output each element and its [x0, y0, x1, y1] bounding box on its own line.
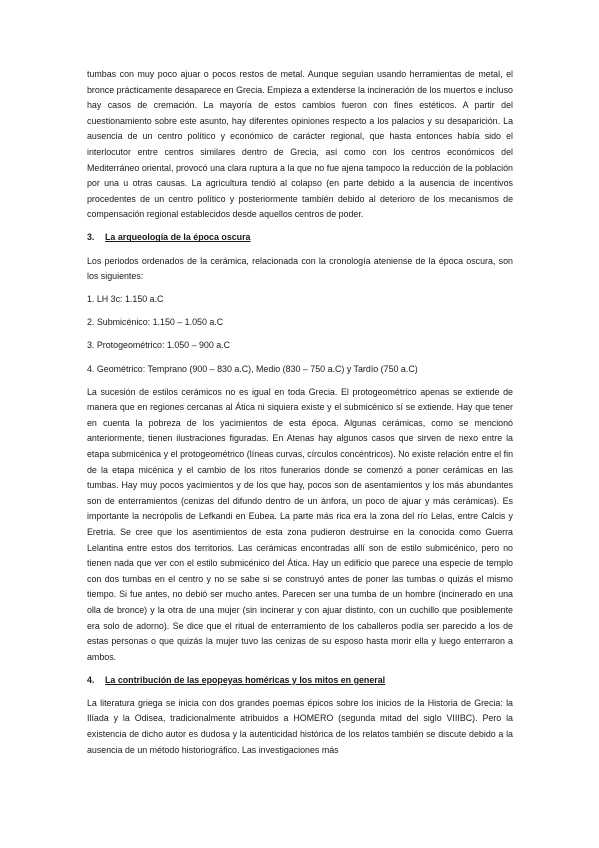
- section-heading-3: [87, 230, 513, 246]
- intro-paragraph: tumbas con muy poco ajuar o pocos restos de metal. Aunque seguían usando herramientas de metal, el bronce prácticamente desaparece en Grecia. Empieza a extenderse la incineración de los muertos e incluso hay casos de cremación. La mayoría de estos cambios fueron con fines estéticos. A partir del cuestionamiento sobre este asunto, hay diferentes opiniones respecto a los palacios y su desaparición. La ausencia de un centro político y económico de carácter regional, que hasta entonces había sido el interlocutor entre centros similares dentro de Grecia, así como con los centros económicos del Mediterráneo oriental, provocó una clara ruptura a la que no fue ajena tampoco la reducción de la población por una u otras causas. La agricultura tendió al colapso (en parte debido a la ausencia de incentivos procedentes de un centro político y posteriormente también debido al deterioro de los mecanismos de compensación regional establecidos desde aquellos centros de poder.: [87, 69, 513, 220]
- period-item: 4. Geométrico: Temprano (900 – 830 a.C), Medio (830 – 750 a.C) y Tardío (750 a.C): [87, 363, 418, 374]
- section-body: La literatura griega se inicia con dos grandes poemas épicos sobre los inicios de la Historia de Grecia: la Ilíada y la Odisea, tradicionalmente atribuidos a HOMERO (segunda mitad del siglo VIIIBC). Pero la existencia de dicho autor es dudosa y la autenticidad histórica de los relatos también se discute debido a la ausencia de un método historiográfico. Las investigaciones más: [87, 697, 513, 755]
- document-body: [87, 67, 513, 766]
- section-heading-4: [87, 673, 513, 689]
- section-number: 4.: [87, 674, 95, 685]
- period-item: 1. LH 3c: 1.150 a.C: [87, 294, 164, 305]
- period-item: 3. Protogeométrico: 1.050 – 900 a.C: [87, 340, 231, 351]
- section-title: La contribución de las epopeyas homéricas y los mitos en general: [105, 674, 386, 685]
- section-intro: Los periodos ordenados de la cerámica, relacionada con la cronología ateniense de la época oscura, son los siguientes:: [87, 255, 513, 282]
- section-body: La sucesión de estilos cerámicos no es igual en toda Grecia. El protogeométrico apenas se extiende de manera que en regiones cercanas al Ática ni siquiera existe y el submicénico sí se extiende. Hay que tener en cuenta la pobreza de los yacimientos de esta época. Algunas cerámicas, como se mencionó anteriormente, tienen ilustraciones figuradas. En Atenas hay algunos casos que sirven de nexo entre la etapa submicénica y el protogeométrico (líneas curvas, círculos concéntricos). No existe relación entre el fin de la etapa micénica y el cambio de los ritos funerarios donde se comenzó a poner cerámicas en las tumbas. Hay muy pocos yacimientos y de los que hay, pocos son de asentamientos y los más abundantes son de enterramientos (cenizas del difundo dentro de un ánfora, un poco de ajuar y más cerámicas). Es importante la necrópolis de Lefkandi en Eubea. La parte más rica era la zona del río Lelas, entre Calcis y Eretria. Se cree que los asentimientos de esta zona pudieron destruirse en la conocida como Guerra Lelantina entre estos dos territorios. Las cerámicas encontradas allí son de estilo submicénico, pero no tienen nada que ver con el estilo submicénico del Ática. Hay un edificio que parece una especie de templo con dos tumbas en el centro y no se sabe si se construyó antes de poner las tumbas o quizás el mismo tiempo. Si fue antes, no debió ser mucho antes. Parecen ser una tumba de un hombre (incinerado en una olla de bronce) y la otra de una mujer (sin incinerar y con ajuar distinto, con un cuchillo que posiblemente era solo de adorno). Se dice que el ritual de enterramiento de los caballeros podía ser parecido a los de estas personas o que quizás la mujer tuvo las cenizas de su esposo hasta morir ella y luego enterraron a ambos.: [87, 386, 513, 662]
- period-item: 2. Submicénico: 1.150 – 1.050 a.C: [87, 317, 224, 328]
- section-number: 3.: [87, 232, 95, 243]
- section-title: La arqueología de la época oscura: [105, 232, 251, 243]
